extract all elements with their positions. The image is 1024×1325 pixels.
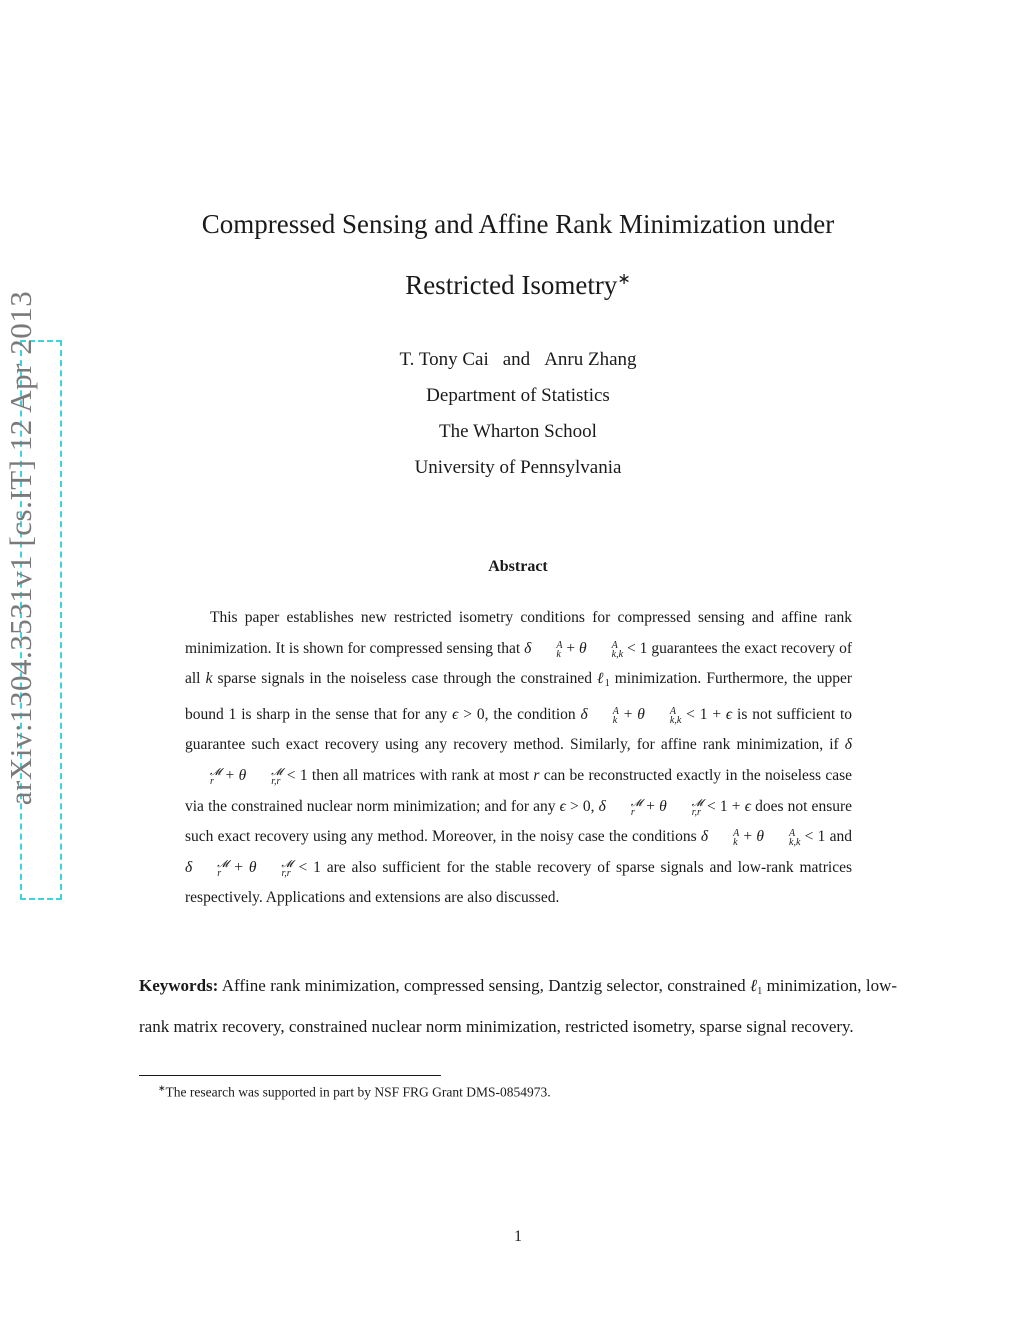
author-1: T. Tony Cai [399, 349, 489, 370]
title-line-2 [140, 252, 896, 313]
page-number: 1 [514, 1228, 522, 1245]
abstract-text: sparse signals in the noiseless case through the constrained [217, 670, 592, 688]
author-names [140, 342, 896, 378]
abstract-text: This paper establishes new restricted isometry conditions for compressed sensing and affine rank minimization. It is shown for compressed sensing that [185, 609, 852, 657]
abstract-text: minimization. Furthermore, the upper bound 1 is sharp in the sense that for any [185, 670, 853, 723]
footnote [158, 1078, 551, 1103]
affiliation-department: Department of Statistics [426, 385, 610, 406]
abstract-text: and [829, 828, 852, 846]
abstract-text: is not sufficient to guarantee such exact recovery using any recovery method. Similarly, for affine rank minimization, if [185, 705, 853, 754]
abstract-heading: Abstract [488, 558, 548, 575]
footnote-rule [139, 1075, 441, 1076]
abstract-text: then all matrices with rank at most [311, 766, 529, 784]
arxiv-identifier: arXiv:1304.3531v1 [cs.IT] 12 Apr 2013 [3, 290, 38, 806]
paper-title [140, 196, 896, 313]
keywords-label: Keywords: [139, 976, 219, 995]
title-footnote-mark: ∗ [617, 271, 631, 288]
author-2: Anru Zhang [544, 349, 637, 370]
affiliation-university: University of Pennsylvania [414, 457, 622, 478]
footnote-text: The research was supported in part by NSF FRG Grant DMS-0854973. [165, 1084, 551, 1100]
keywords-text-continued: minimization, low-rank matrix recovery, constrained nuclear norm minimization, restricted isometry, sparse signal recovery. [139, 976, 898, 1036]
affiliation-school: The Wharton School [439, 421, 597, 442]
abstract-text: can be reconstructed exactly in the noiseless case via the constrained nuclear norm minimization; and for any [185, 766, 853, 815]
keywords-text: Affine rank minimization, compressed sensing, Dantzig selector, constrained [221, 976, 746, 995]
abstract-text: guarantees the exact recovery of all [185, 639, 852, 688]
title-line-2-text: Restricted Isometry [405, 270, 618, 300]
title-line-1: Compressed Sensing and Affine Rank Minimization under [201, 209, 835, 239]
footnote-mark: ∗ [158, 1083, 166, 1093]
keywords-block: Keywords: Affine rank minimization, compressed sensing, Dantzig selector, constrained ℓ$_1$ minimization, low-rank matrix recovery, constrained nuclear norm minimization, restricted isometry, sparse signal recovery. [139, 976, 898, 1036]
abstract-text: the condition [493, 705, 576, 723]
abstract-text: are also sufficient for the stable recovery of sparse signals and low-rank matrices respectively. Applications and extensions are also discussed. [185, 858, 852, 907]
author-block [140, 342, 896, 486]
abstract-text: does not ensure such exact recovery using any method. Moreover, in the noisy case the conditions [185, 797, 853, 846]
author-conjunction: and [502, 349, 531, 370]
abstract-body: This paper establishes new restricted isometry conditions for compressed sensing and affine rank minimization. It is shown for compressed sensing that δ A k + θ A k,k < 1 guarantees the exact recovery of all k sparse signals in the noiseless case through the constrained ℓ$_1$ minimization. Furthermore, the upper bound 1 is sharp in the sense that for any ϵ > 0, the condition δ A k + θ A k,k < 1 + ϵ is not sufficient to guarantee such exact recovery using any recovery method. Similarly, for affine rank minimization, if δ 𝓜 r + θ 𝓜 r,r < 1 then all matrices with rank at most r can be reconstructed exactly in the noiseless case via the constrained nuclear norm minimization; and for any ϵ > 0, δ 𝓜 r + θ 𝓜 r,r < 1 + ϵ does not ensure such exact recovery using any method. Moreover, in the noisy case the conditions δ A k + θ A k,k < 1 and δ 𝓜 r + θ 𝓜 r,r < 1 are also sufficient for the stable recovery of sparse signals and low-rank matrices respectively. Applications and extensions are also discussed. [185, 609, 853, 907]
